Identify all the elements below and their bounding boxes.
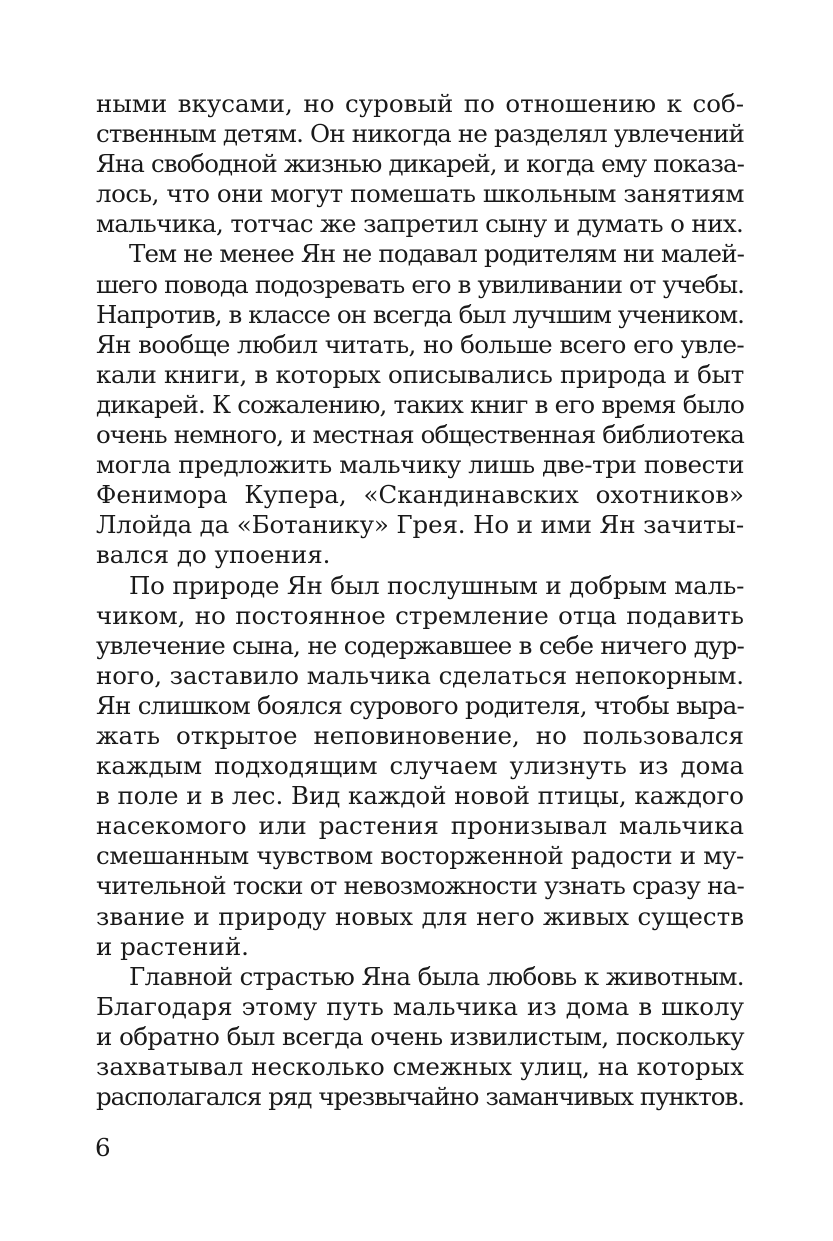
text-line: каждым подходящим случаем улизнуть из дома (96, 751, 744, 781)
text-line: Главной страстью Яна была любовь к животным. (129, 961, 744, 991)
paragraph-2 (96, 239, 744, 570)
text-line: ственным детям. Он никогда не разделял увлечений (96, 119, 744, 149)
text-line: очень немного, и местная общественная библиотека (96, 420, 744, 450)
text-line: и растений. (96, 931, 249, 961)
text-line: ного, заставило мальчика сделаться непокорным. (96, 660, 744, 690)
text-line: располагался ряд чрезвычайно заманчивых пунктов. (96, 1082, 744, 1112)
paragraph-4 (96, 962, 744, 1112)
text-line: жать открытое неповиновение, но пользовался (96, 720, 744, 750)
text-line: чительной тоски от невозможности узнать сразу на- (96, 871, 744, 901)
paragraph-3 (96, 571, 744, 962)
text-line: Яна свободной жизнью дикарей, и когда ему показа- (96, 149, 744, 179)
text-line: в поле и в лес. Вид каждой новой птицы, каждого (96, 781, 744, 811)
text-line: По природе Ян был послушным и добрым маль- (129, 570, 745, 600)
text-line: могла предложить мальчику лишь две-три повести (96, 450, 745, 480)
text-line: чиком, но постоянное стремление отца подавить (96, 600, 744, 630)
text-line: смешанным чувством восторженной радости и му- (96, 841, 744, 871)
text-line: Ян вообще любил читать, но больше всего его увле- (96, 329, 744, 359)
text-line: увлечение сына, не содержавшее в себе ничего дур- (96, 630, 744, 660)
text-line: Ян слишком боялся сурового родителя, чтобы выра- (96, 690, 744, 720)
text-line: дикарей. К сожалению, таких книг в его время было (96, 389, 744, 419)
text-line: Ллойда да «Ботанику» Грея. Но и ими Ян зачиты- (96, 510, 744, 540)
text-line: кали книги, в которых описывались природа и быт (96, 359, 744, 389)
text-line: Фенимора Купера, «Скандинавских охотников» (96, 480, 744, 510)
text-line: и обратно был всегда очень извилистым, поскольку (96, 1021, 744, 1051)
text-line: Благодаря этому путь мальчика из дома в школу (96, 991, 744, 1021)
text-line: Напротив, в классе он всегда был лучшим учеником. (96, 299, 744, 329)
text-line: захватывал несколько смежных улиц, на которых (96, 1052, 744, 1081)
text-line: насекомого или растения пронизывал мальчика (96, 811, 744, 841)
text-line: ными вкусами, но суровый по отношению к соб- (96, 89, 744, 118)
text-line: вался до упоения. (96, 540, 331, 570)
body-text (96, 89, 744, 1112)
text-line: мальчика, тотчас же запретил сыну и думать о них. (96, 209, 744, 239)
text-line: лось, что они могут помешать школьным занятиям (96, 179, 744, 209)
text-line: шего повода подозревать его в увиливании от учебы. (96, 269, 744, 299)
text-line: Тем не менее Ян не подавал родителям ни малей- (129, 239, 744, 269)
text-line: звание и природу новых для него живых существ (96, 901, 744, 931)
page-number: 6 (95, 1133, 111, 1162)
paragraph-1 (96, 89, 744, 239)
